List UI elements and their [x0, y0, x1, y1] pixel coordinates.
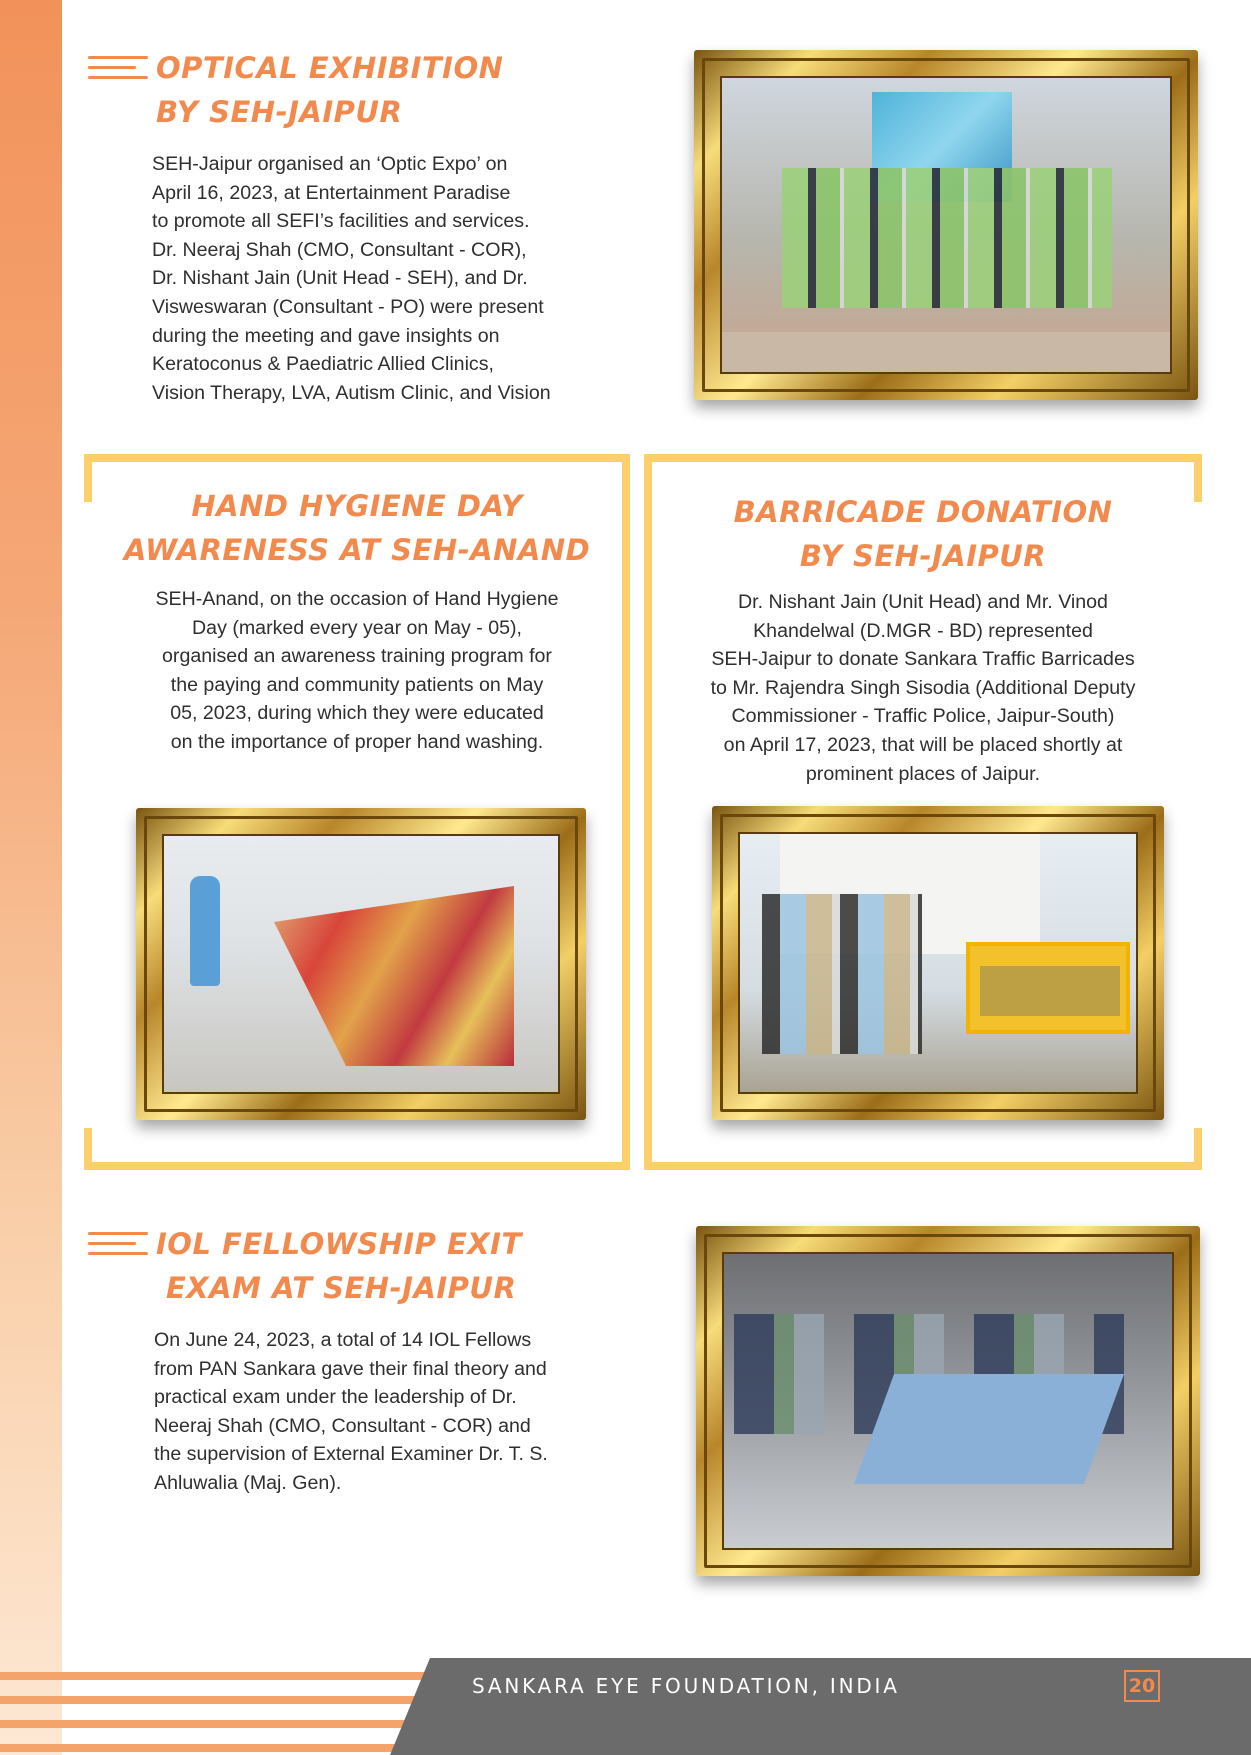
hand-hygiene-photo — [162, 834, 560, 1094]
barricade-donation-photo — [738, 832, 1138, 1094]
iol-fellowship-body: On June 24, 2023, a total of 14 IOL Fellows from PAN Sankara gave their final theory and practical exam under the leadership of Dr. Neeraj Shah (CMO, Consultant - COR) and the supervision of External Examiner Dr. T. S. Ahluwalia (Maj. Gen). — [154, 1329, 548, 1494]
optical-expo-photo-frame — [694, 50, 1198, 400]
footer-stripe — [0, 1696, 440, 1704]
footer-stripe — [0, 1720, 420, 1728]
left-box-right-border — [622, 454, 630, 1170]
footer-stripe — [0, 1672, 450, 1680]
heading-lines-icon — [88, 56, 150, 82]
right-box-left-border — [644, 454, 652, 1170]
iol-fellowship-title: IOL FELLOWSHIP EXIT EXAM AT SEH-JAIPUR — [156, 1227, 522, 1305]
optical-expo-photo — [720, 76, 1172, 374]
hand-hygiene-body: SEH-Anand, on the occasion of Hand Hygiene Day (marked every year on May - 05), organised an awareness training program for the paying and community patients on May 05, 2023, during which they were educated on the importance of proper hand washing. — [155, 588, 559, 753]
right-box-right-border — [1194, 454, 1202, 502]
right-box-bottom-border — [644, 1162, 1202, 1170]
hand-hygiene-title: HAND HYGIENE DAY AWARENESS AT SEH-ANAND — [123, 489, 591, 567]
page-number: 20 — [1124, 1670, 1160, 1702]
hand-hygiene-photo-frame — [136, 808, 586, 1120]
barricade-donation-title: BARRICADE DONATION BY SEH-JAIPUR — [733, 495, 1113, 573]
footer — [0, 1658, 1251, 1755]
left-box-bottom-border — [84, 1162, 630, 1170]
optical-exhibition-title: OPTICAL EXHIBITION BY SEH-JAIPUR — [156, 51, 504, 129]
left-gradient-strip — [0, 0, 62, 1755]
iol-exam-photo — [722, 1252, 1174, 1550]
left-box-left-border — [84, 454, 92, 502]
barricade-donation-body: Dr. Nishant Jain (Unit Head) and Mr. Vinod Khandelwal (D.MGR - BD) represented SEH-Jaipur to donate Sankara Traffic Barricades to Mr. Rajendra Singh Sisodia (Additional Deputy Commissioner - Traffic Police, Jaipur-South) on April 17, 2023, that will be placed shortly at prominent places of Jaipur. — [710, 591, 1136, 785]
iol-exam-photo-frame — [696, 1226, 1200, 1576]
optical-exhibition-body: SEH-Jaipur organised an ‘Optic Expo’ on April 16, 2023, at Entertainment Paradise to promote all SEFI’s facilities and services. Dr. Neeraj Shah (CMO, Consultant - COR), Dr. Nishant Jain (Unit Head - SEH), and Dr. Visweswaran (Consultant - PO) were present during the meeting and gave insights on Keratoconus & Paediatric Allied Clinics, Vision Therapy, LVA, Autism Clinic, and Vision — [152, 153, 551, 404]
footer-stripe — [0, 1744, 400, 1752]
right-box-top-border — [644, 454, 1202, 462]
barricade-donation-photo-frame — [712, 806, 1164, 1120]
heading-lines-icon-2 — [88, 1232, 150, 1258]
footer-bar — [390, 1658, 1251, 1755]
footer-org-name: SANKARA EYE FOUNDATION, INDIA — [472, 1674, 900, 1698]
left-box-top-border — [84, 454, 630, 462]
